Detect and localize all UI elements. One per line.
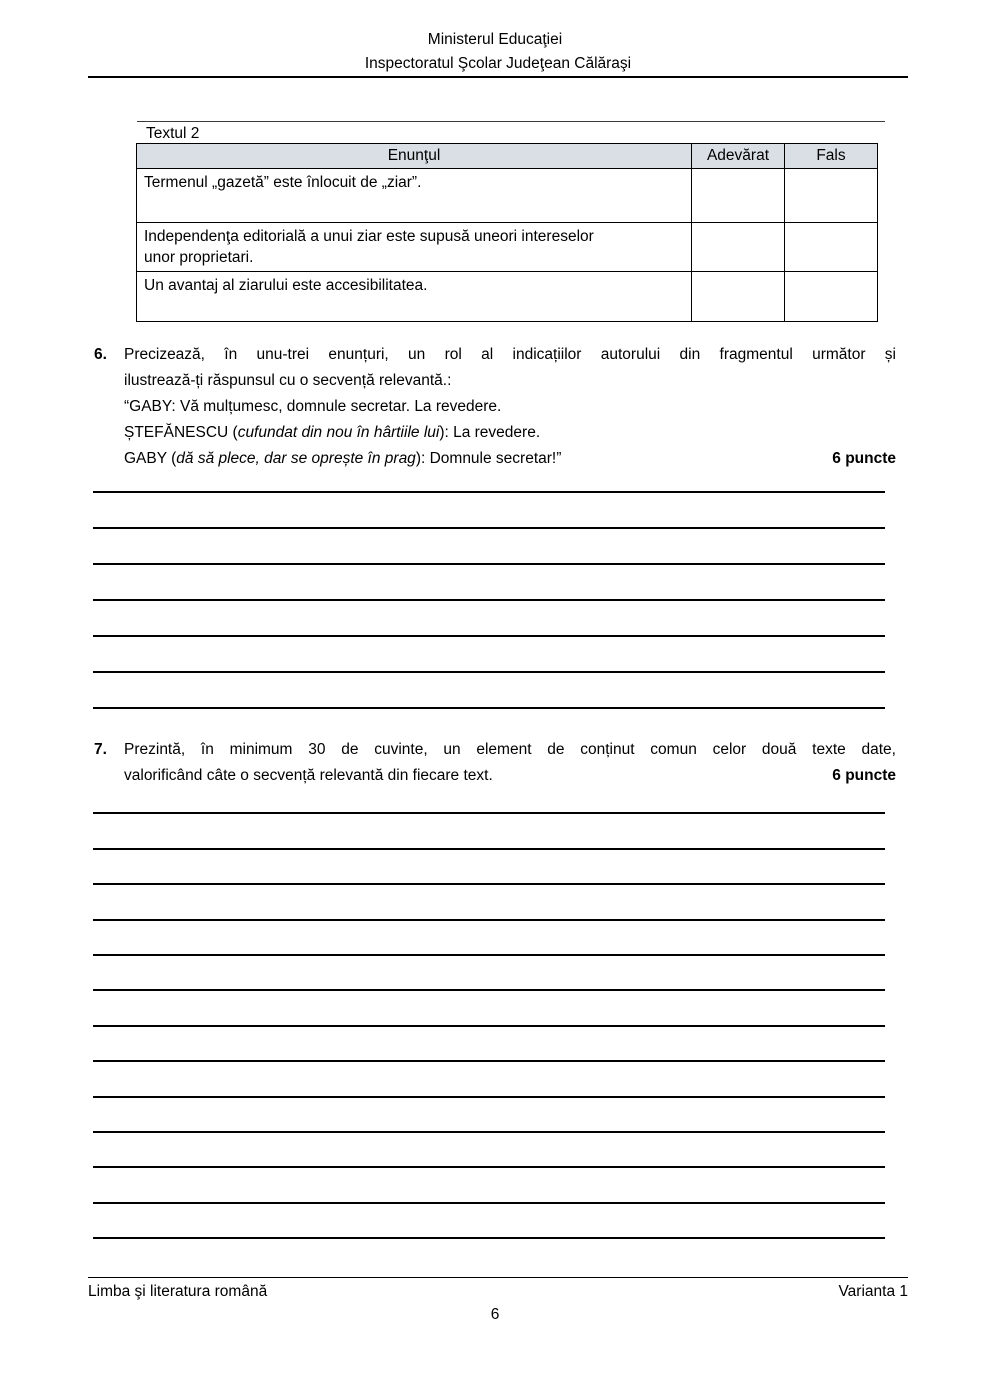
dialogue-text: ȘTEFĂNESCU ( [124,424,238,441]
col-header-statement: Enunţul [137,144,692,169]
question-7-prompt-line: valorificând câte o secvență relevantă din fiecare text. [124,767,493,784]
page-number: 6 [490,1306,500,1323]
statement-text: unor proprietari. [144,249,254,266]
section-title: Textul 2 [146,125,200,142]
answer-line [93,850,885,885]
answer-line [93,493,885,529]
answer-line [93,1133,885,1168]
dialogue-text: “GABY: Vă mulțumesc, domnule secretar. La revedere. [124,398,502,415]
true-cell [692,223,785,272]
statement-text: Un avantaj al ziarului este accesibilitatea. [144,277,428,294]
answer-line [93,565,885,601]
question-6-number: 6. [94,346,107,363]
col-header-false: Fals [785,144,878,169]
table-row [137,272,878,322]
dialogue-text: GABY ( [124,450,177,467]
answer-line [93,814,885,849]
question-7-answer-area [93,779,885,1239]
answer-line [93,1098,885,1133]
question-6-points: 6 puncte [832,450,896,467]
answer-line [93,601,885,637]
answer-line [93,637,885,673]
question-6-dialogue-line [124,394,896,420]
answer-line [93,1168,885,1203]
answer-line [93,457,885,493]
answer-line [93,991,885,1026]
question-7-prompt-line: Prezintă, în minimum 30 de cuvinte, un element de conținut comun celor două texte date, [124,741,896,758]
false-cell [785,169,878,223]
statement-cell [137,169,692,223]
answer-line [93,921,885,956]
statement-text: Independenţa editorială a unui ziar este supusă uneori intereselor [144,228,594,245]
question-6-prompt-line: Precizează, în unu-trei enunțuri, un rol al indicațiilor autorului din fragmentul următor și [124,346,896,363]
question-6-dialogue-line [124,420,896,446]
answer-line [93,779,885,814]
dialogue-stage-direction: dă să plece, dar se oprește în prag [176,450,416,467]
inspectorate-subtitle: Inspectoratul Şcolar Judeţean Călăraşi [88,55,908,78]
question-7-points: 6 puncte [832,767,896,784]
col-header-true: Adevărat [692,144,785,169]
statement-text: Termenul „gazetă” este înlocuit de „ziar”. [144,174,422,191]
answer-line [93,529,885,565]
statement-cell [137,223,692,272]
true-cell [692,272,785,322]
answer-line [93,1062,885,1097]
footer-variant: Varianta 1 [838,1283,908,1300]
dialogue-text: ): La revedere. [439,424,541,441]
question-6-prompt-line: ilustrează-ți răspunsul cu o secvență relevantă.: [124,372,452,389]
answer-line [93,1027,885,1062]
table-row [137,169,878,223]
true-cell [692,169,785,223]
false-cell [785,223,878,272]
answer-line [93,1204,885,1239]
answer-line [93,673,885,709]
ministry-title: Ministerul Educaţiei [427,31,563,48]
footer-subject: Limba şi literatura română [88,1283,268,1300]
section-divider [137,121,885,122]
statements-table [136,143,878,322]
dialogue-text: ): Domnule secretar!” [415,450,562,467]
false-cell [785,272,878,322]
question-7-number: 7. [94,741,107,758]
statement-cell [137,272,692,322]
footer-divider [88,1277,908,1278]
dialogue-stage-direction: cufundat din nou în hârtiile lui [237,424,440,441]
question-6 [124,342,896,472]
table-row [137,223,878,272]
answer-line [93,956,885,991]
answer-line [93,885,885,920]
table-header-row [137,144,878,169]
question-6-answer-area [93,457,885,709]
